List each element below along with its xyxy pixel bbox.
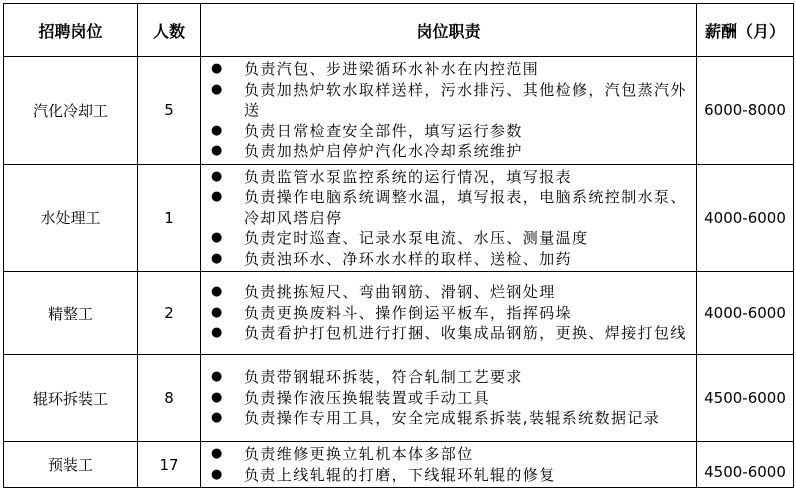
bullet-icon: ● [211,250,224,266]
duty-text: 负责操作专用工具，安全完成辊系拆装,装辊系统数据记录 [244,409,661,428]
header-row [4,4,794,57]
count-cell: 2 [138,272,201,355]
position-cell: 预装工 [4,442,138,488]
bullet-icon: ● [211,122,224,138]
duty-text: 负责更换废料斗、操作倒运平板车，指挥码垛 [244,303,573,322]
duty-item [201,282,696,303]
salary-cell: 4000-6000 [697,164,794,272]
bullet-icon: ● [211,189,224,204]
duty-text: 负责浊环水、净环水水样的取样、送检、加药 [244,249,573,268]
duty-item [201,303,696,324]
duty-item [201,367,696,388]
table-row [4,164,794,272]
duty-text: 负责加热炉启停炉汽化水冷却系统维护 [244,142,523,160]
duty-item [201,228,696,249]
duty-text: 负责挑拣短尺、弯曲钢筋、滑钢、烂钢处理 [244,283,556,302]
bullet-icon: ● [211,284,224,300]
table-row [4,355,794,442]
header-position: 招聘岗位 [4,4,138,57]
bullet-icon: ● [211,143,224,158]
position-cell: 精整工 [4,272,138,355]
duty-text: 负责定时巡查、记录水泵电流、水压、测量温度 [244,229,589,247]
duty-text: 负责加热炉软水取样送样，污水排污、其他检修，汽包蒸汽外送 [244,80,687,119]
bullet-icon: ● [211,304,224,320]
duty-text: 负责日常检查安全部件，填写运行参数 [244,121,523,140]
duty-item [201,249,696,270]
salary-cell: 4500-6000 [697,355,794,442]
position-cell: 辊环拆装工 [4,355,138,442]
duty-text: 负责上线轧辊的打磨，下线辊环轧辊的修复 [244,465,556,484]
duty-text: 负责维修更换立轧机本体多部位 [244,445,474,463]
header-duties: 岗位职责 [201,4,697,57]
duty-item [201,444,696,465]
recruitment-table [3,3,794,488]
duty-item [201,187,696,228]
bullet-icon: ● [211,61,224,76]
bullet-icon: ● [211,446,224,461]
duties-cell [201,272,697,355]
duty-text: 负责汽包、步进梁循环水补水在内控范围 [244,60,540,78]
bullet-icon: ● [211,81,224,97]
duties-cell [201,164,697,272]
bullet-icon: ● [211,389,224,405]
salary-cell: 6000-8000 [697,57,794,165]
header-salary: 薪酬（月） [697,4,794,57]
duties-cell [201,355,697,442]
count-cell: 1 [138,164,201,272]
salary-cell: 4000-6000 [697,272,794,355]
header-count: 人数 [138,4,201,57]
duty-item [201,167,696,188]
duty-item [201,465,696,486]
duty-text: 负责操作电脑系统调整水温，填写报表，电脑系统控制水泵、冷却风塔启停 [244,188,687,227]
duty-item [201,141,696,162]
bullet-icon: ● [211,168,224,184]
count-cell: 17 [138,442,201,488]
duty-item [201,80,696,121]
duty-item [201,121,696,142]
duty-item [201,408,696,429]
bullet-icon: ● [211,466,224,482]
duty-text: 负责监管水泵监控系统的运行情况，填写报表 [244,167,573,186]
duty-item [201,388,696,409]
table-row [4,57,794,165]
count-cell: 5 [138,57,201,165]
duties-cell [201,57,697,165]
duty-text: 负责带钢辊环拆装，符合轧制工艺要求 [244,368,523,387]
bullet-icon: ● [211,230,224,245]
salary-cell: 4500-6000 [697,442,794,488]
duty-text: 负责看护打包机进行打捆、收集成品钢筋，更换、焊接打包线 [244,324,687,343]
count-cell: 8 [138,355,201,442]
position-cell: 汽化冷却工 [4,57,138,165]
bullet-icon: ● [211,325,224,341]
bullet-icon: ● [211,410,224,426]
duty-item [201,59,696,80]
table-row [4,272,794,355]
duty-text: 负责操作液压换辊装置或手动工具 [244,388,491,407]
bullet-icon: ● [211,369,224,385]
duty-item [201,323,696,344]
position-cell: 水处理工 [4,164,138,272]
